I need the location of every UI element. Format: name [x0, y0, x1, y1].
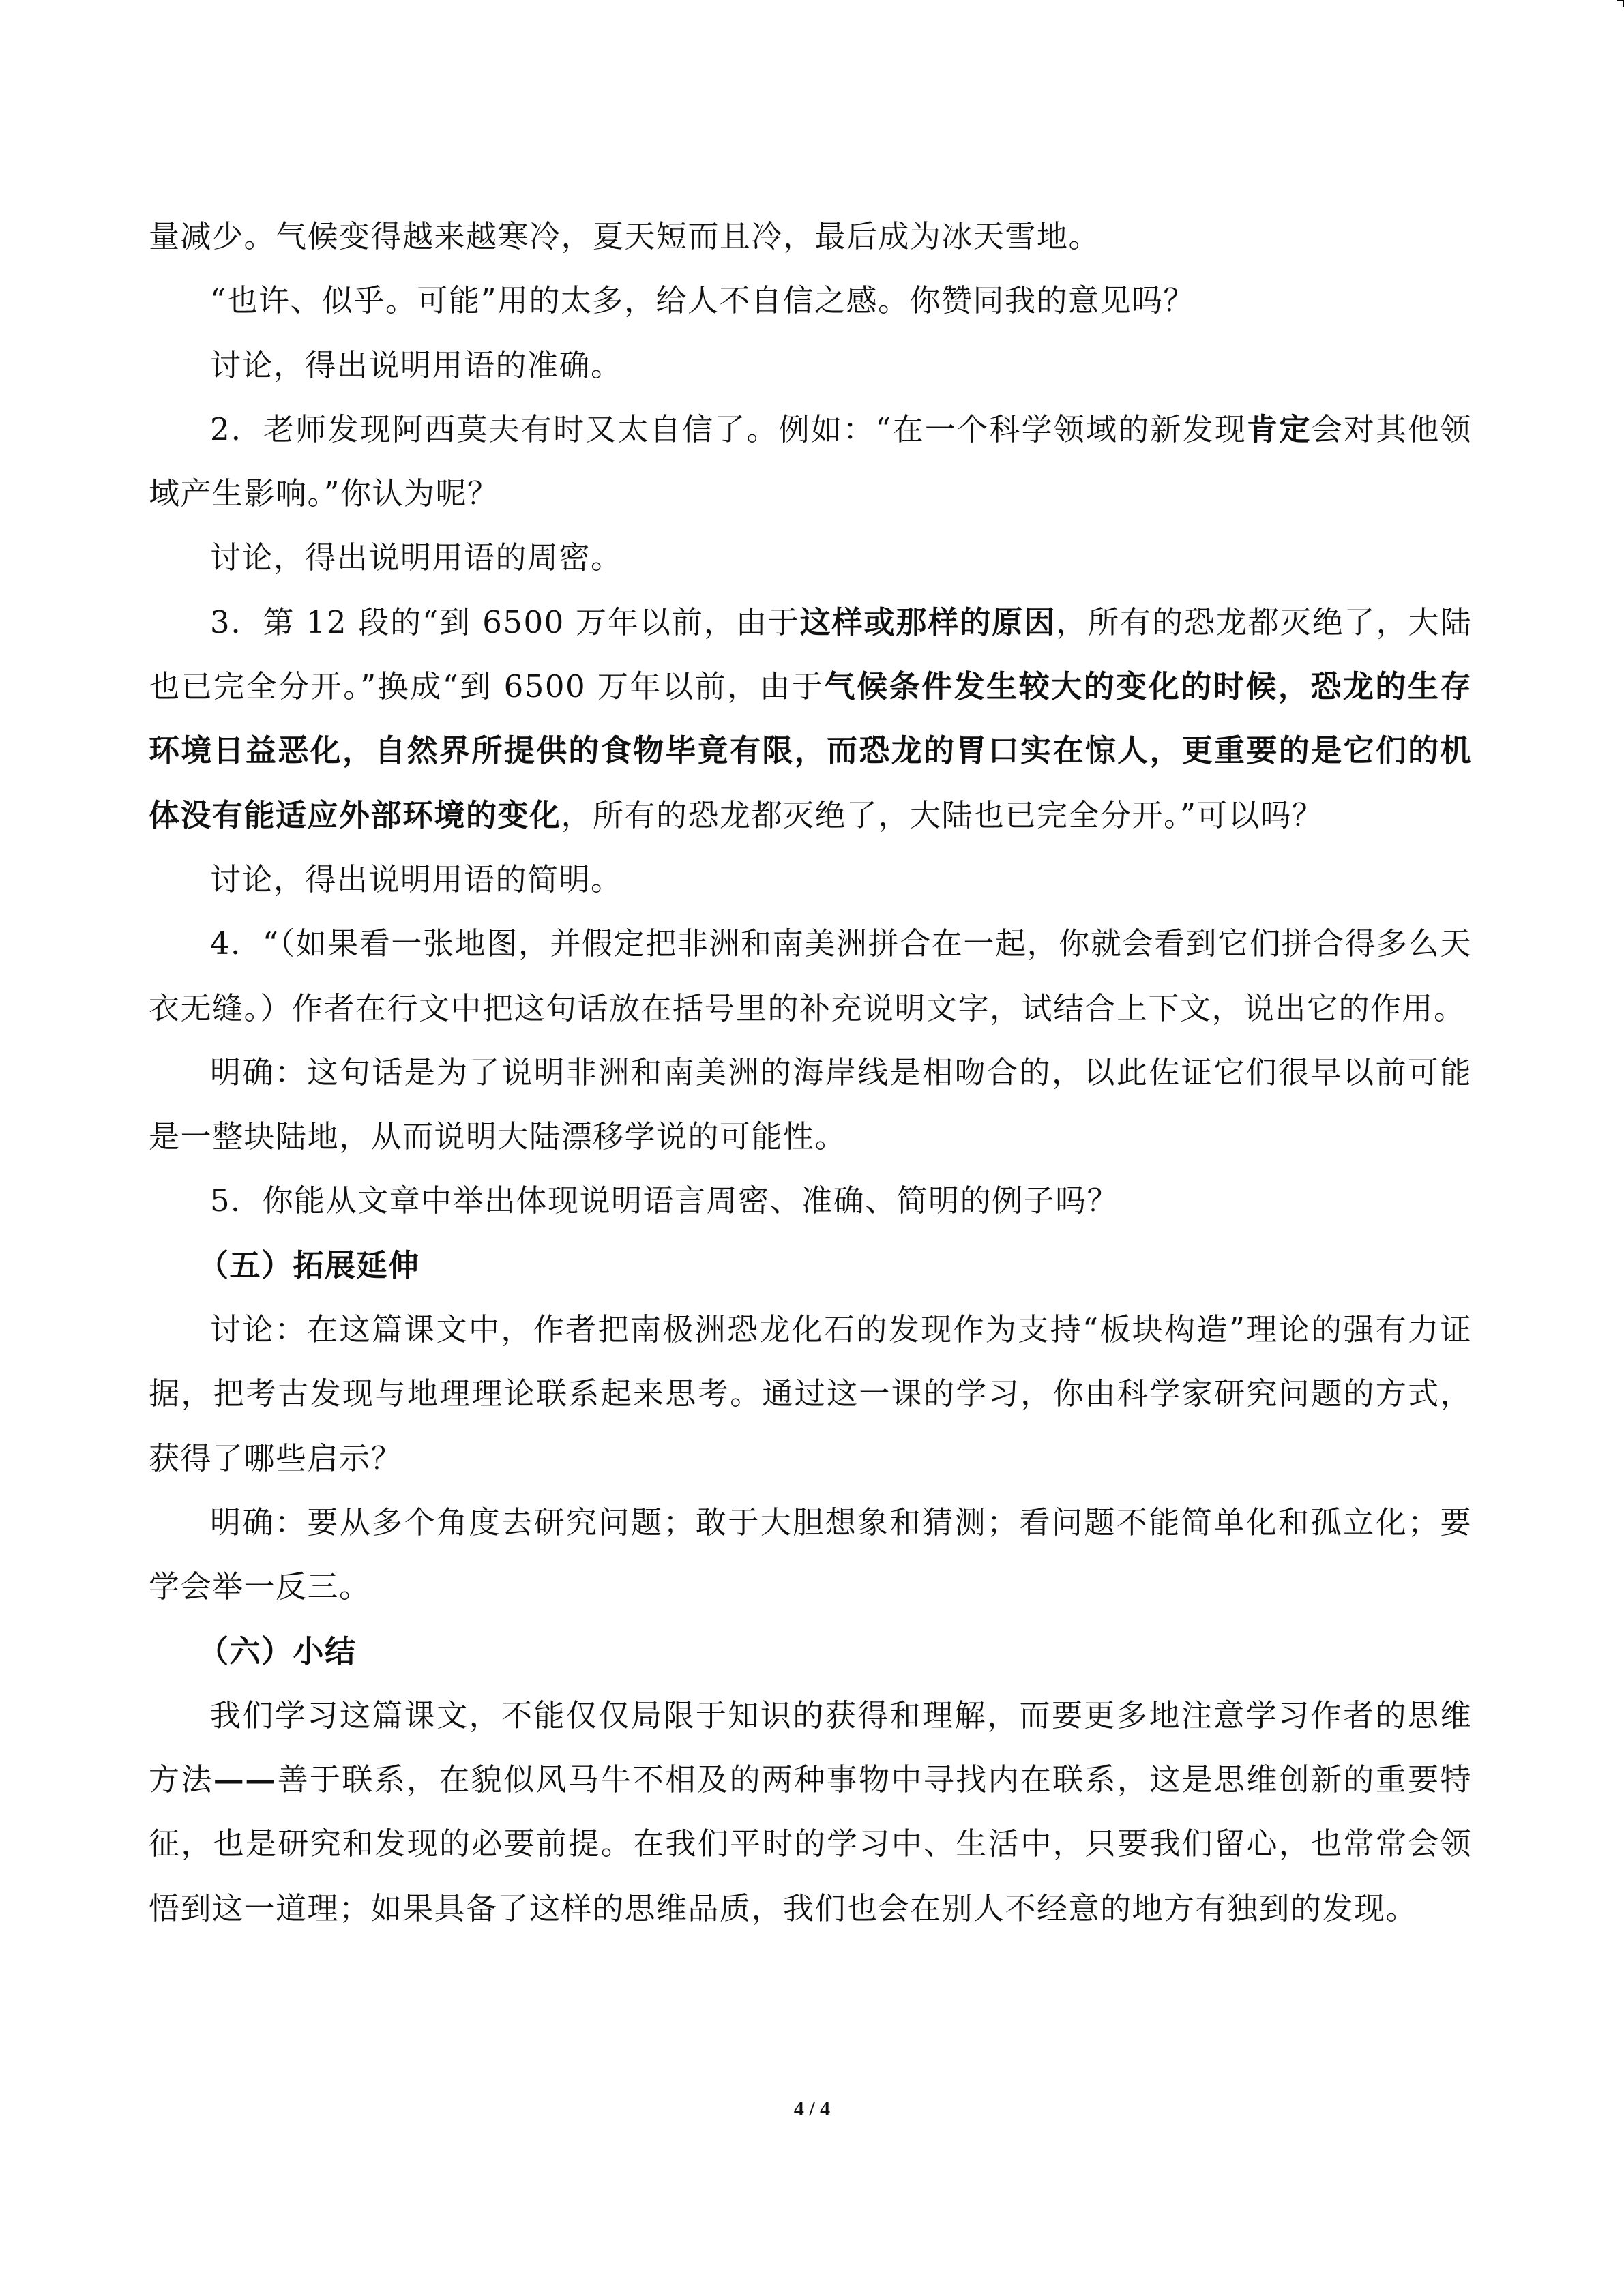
question-2-text-c: 会对其他领域产生影响。”你认为呢？ [149, 411, 1472, 512]
question-3-text-e: ，所有的恐龙都灭绝了，大陆也已完全分开。”可以吗？ [561, 796, 1324, 833]
summary-dash: —— [213, 1761, 277, 1798]
section-heading-extension: （五）拓展延伸 [198, 1247, 420, 1283]
section-heading-summary: （六）小结 [198, 1632, 357, 1669]
question-3-emphasis-1: 这样或那样的原因 [799, 603, 1057, 640]
question-3-text-a: 3．第 12 段的“到 6500 万年以前，由于 [210, 603, 800, 640]
paragraph-discussion-accuracy: 讨论，得出说明用语的准确。 [210, 346, 623, 383]
question-2-text-a: 2．老师发现阿西莫夫有时又太自信了。例如：“在一个科学领域的新发现 [210, 411, 1247, 447]
paragraph-question-2 [149, 398, 1472, 526]
paragraph-continuation: 量减少。气候变得越来越寒冷，夏天短而且冷，最后成为冰天雪地。 [149, 218, 1101, 254]
paragraph-extension-answer: 明确：要从多个角度去研究问题；敢于大胆想象和猜测；看问题不能简单化和孤立化；要学会举一反三。 [149, 1504, 1472, 1605]
paragraph-discussion-concise: 讨论，得出说明用语的简明。 [210, 861, 623, 897]
question-2-emphasis: 肯定 [1247, 411, 1312, 447]
page-corner-rule [1617, 0, 1624, 7]
question-3-text-c: ，所有的恐龙都灭绝了，大陆也已完全分开。”换成“到 6500 万年以前，由于 [149, 603, 1472, 705]
paragraph-question-4: 4．“（如果看一张地图，并假定把非洲和南美洲拼合在一起，你就会看到它们拼合得多么天衣无缝。）作者在行文中把这句话放在括号里的补充说明文字，试结合上下文，说出它的作用。 [149, 925, 1472, 1026]
paragraph-question-3 [149, 591, 1472, 848]
page-number: 4 / 4 [793, 2098, 831, 2120]
summary-text-a: 我们学习这篇课文，不能仅仅局限于知识的获得和理解，而要更多地注意学习作者的思维方法 [149, 1697, 1472, 1798]
paragraph-extension-discussion: 讨论：在这篇课文中，作者把南极洲恐龙化石的发现作为支持“板块构造”理论的强有力证据，把考古发现与地理理论联系起来思考。通过这一课的学习，你由科学家研究问题的方式，获得了哪些启示？ [149, 1311, 1472, 1476]
paragraph-question-5: 5．你能从文章中举出体现说明语言周密、准确、简明的例子吗？ [210, 1182, 1119, 1219]
paragraph-answer-4: 明确：这句话是为了说明非洲和南美洲的海岸线是相吻合的，以此佐证它们很早以前可能是一整块陆地，从而说明大陆漂移学说的可能性。 [149, 1054, 1472, 1155]
paragraph-discussion-rigor: 讨论，得出说明用语的周密。 [210, 539, 623, 576]
document-body [149, 205, 1472, 1941]
summary-text-c: 善于联系，在貌似风马牛不相及的两种事物中寻找内在联系，这是思维创新的重要特征，也是研究和发现的必要前提。在我们平时的学习中、生活中，只要我们留心，也常常会领悟到这一道理；如果具备了这样的思维品质，我们也会在别人不经意的地方有独到的发现。 [149, 1761, 1472, 1926]
paragraph-summary [149, 1684, 1472, 1941]
paragraph-question-hedging: “也许、似乎。可能”用的太多，给人不自信之感。你赞同我的意见吗？ [210, 282, 1196, 319]
question-3-emphasis-2: 气候条件发生较大的变化的时候，恐龙的生存环境日益恶化，自然界所提供的食物毕竟有限，而恐龙的胃口实在惊人，更重要的是它们的机体没有能适应外部环境的变化 [149, 668, 1472, 833]
